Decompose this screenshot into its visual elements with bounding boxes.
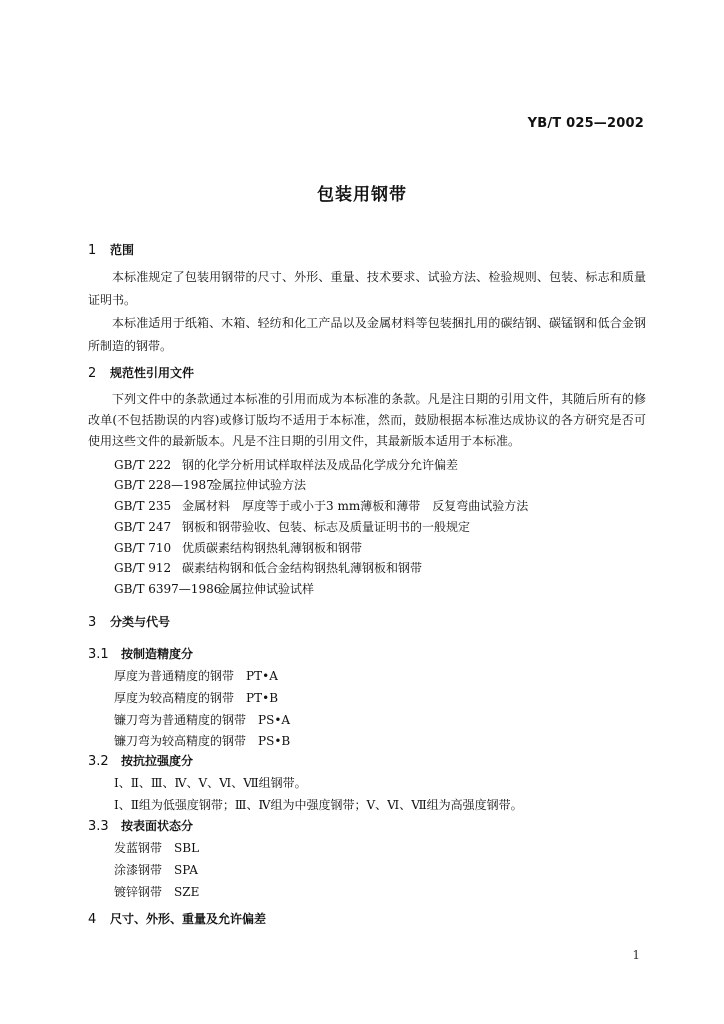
reference-item: [114, 455, 458, 475]
item-text: 厚度为普通精度的钢带: [114, 669, 235, 683]
section-title: 尺寸、外形、重量及允许偏差: [110, 912, 267, 926]
section-2-para: 下列文件中的条款通过本标准的引用而成为本标准的条款。凡是注日期的引用文件，其随后所有的修改单(不包括勘误的内容)或修订版均不适用于本标准，然而，鼓励根据本标准达成协议的各方研究是否可使用这些文件的最新版本。凡是不注日期的引用文件，其最新版本适用于本标准。: [88, 392, 646, 448]
reference-code: GB/T 710: [114, 541, 172, 555]
reference-title: 金属材料 厚度等于或小于3 mm薄板和薄带 反复弯曲试验方法: [182, 499, 529, 513]
section-1-para-2: 本标准适用于纸箱、木箱、轻纺和化工产品以及金属材料等包装捆扎用的碳结钢、碳锰钢和低合金钢所制造的钢带。: [88, 316, 646, 353]
section-number: 3: [88, 615, 97, 630]
standard-number: YB/T 025—2002: [527, 116, 644, 131]
reference-item: [114, 475, 306, 495]
item-text: 发蓝钢带: [114, 841, 163, 855]
section-number: 3.1: [88, 647, 109, 662]
section-1-heading: [88, 241, 134, 258]
reference-title: 金属拉伸试验方法: [210, 478, 307, 492]
item-code: PS•A: [258, 713, 291, 727]
reference-item: [114, 558, 422, 578]
reference-title: 碳素结构钢和低合金结构钢热轧薄钢板和钢带: [182, 561, 423, 575]
strength-group-line: Ⅰ、Ⅱ、Ⅲ、Ⅳ、Ⅴ、Ⅵ、Ⅶ组钢带。: [114, 776, 307, 790]
reference-code: GB/T 235: [114, 499, 172, 513]
item-code: PT•A: [246, 669, 278, 683]
reference-code: GB/T 6397—1986: [114, 582, 222, 596]
section-number: 2: [88, 366, 97, 381]
section-title: 范围: [110, 243, 135, 257]
reference-code: GB/T 247: [114, 520, 172, 534]
reference-item: [114, 579, 314, 599]
classification-item: [114, 688, 278, 708]
reference-title: 钢板和钢带验收、包装、标志及质量证明书的一般规定: [182, 520, 471, 534]
reference-title: 钢的化学分析用试样取样法及成品化学成分允许偏差: [182, 458, 459, 472]
surface-item: [114, 882, 199, 902]
item-code: PS•B: [258, 734, 291, 748]
section-title: 按抗拉强度分: [121, 754, 194, 768]
section-title: 按制造精度分: [121, 647, 194, 661]
classification-item: [114, 710, 290, 730]
item-text: 镰刀弯为较高精度的钢带: [114, 734, 247, 748]
classification-item: [114, 666, 278, 686]
reference-item: [114, 538, 362, 558]
classification-item: [114, 731, 290, 751]
reference-title: 优质碳素结构钢热轧薄钢板和钢带: [182, 541, 363, 555]
item-text: 涂漆钢带: [114, 863, 163, 877]
item-code: PT•B: [246, 691, 279, 705]
surface-item: [114, 860, 198, 880]
document-title: 包装用钢带: [317, 185, 407, 205]
reference-code: GB/T 228—1987: [114, 478, 214, 492]
section-3-3-heading: [88, 817, 193, 834]
section-title: 规范性引用文件: [110, 366, 195, 380]
section-number: 3.2: [88, 754, 109, 769]
reference-code: GB/T 912: [114, 561, 172, 575]
section-1-para-1: 本标准规定了包装用钢带的尺寸、外形、重量、技术要求、试验方法、检验规则、包装、标志和质量证明书。: [88, 270, 646, 307]
item-text: 镀锌钢带: [114, 885, 163, 899]
section-2-heading: [88, 364, 194, 381]
section-4-heading: [88, 910, 266, 927]
item-text: 厚度为较高精度的钢带: [114, 691, 235, 705]
reference-item: [114, 517, 470, 537]
section-title: 分类与代号: [110, 615, 171, 629]
item-code: SPA: [174, 863, 198, 877]
surface-item: [114, 838, 199, 858]
item-text: 镰刀弯为普通精度的钢带: [114, 713, 247, 727]
item-code: SZE: [174, 885, 200, 899]
section-3-heading: [88, 613, 170, 630]
section-3-2-heading: [88, 752, 193, 769]
section-3-1-heading: [88, 645, 193, 662]
section-title: 按表面状态分: [121, 819, 194, 833]
section-number: 4: [88, 912, 97, 927]
page-number: 1: [632, 948, 640, 962]
section-number: 3.3: [88, 819, 109, 834]
strength-group-line: Ⅰ、Ⅱ组为低强度钢带；Ⅲ、Ⅳ组为中强度钢带；Ⅴ、Ⅵ、Ⅶ组为高强度钢带。: [114, 798, 523, 812]
reference-title: 金属拉伸试验试样: [218, 582, 315, 596]
item-code: SBL: [174, 841, 200, 855]
reference-item: [114, 496, 528, 516]
section-number: 1: [88, 243, 97, 258]
reference-code: GB/T 222: [114, 458, 172, 472]
